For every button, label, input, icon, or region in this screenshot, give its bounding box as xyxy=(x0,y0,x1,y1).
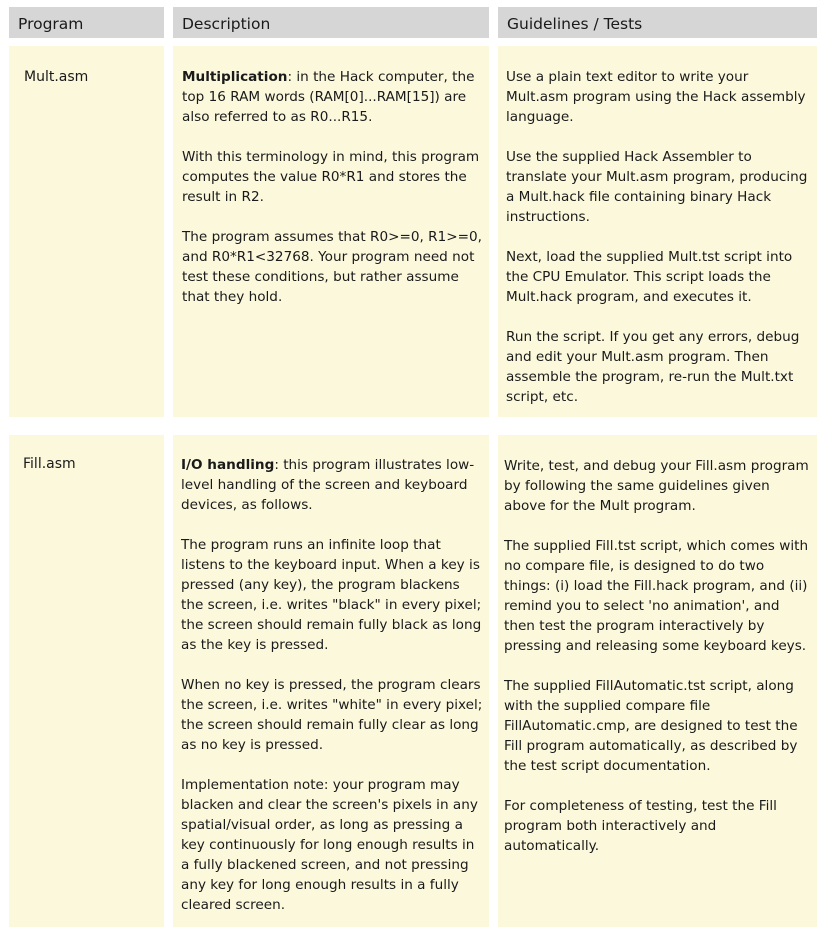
header-guidelines xyxy=(498,7,817,38)
fill-description-term: I/O handling xyxy=(181,457,275,473)
mult-guideline-paragraph-2: Use the supplied Hack Assembler to translate your Mult.asm program, producing a Mult.hack file containing binary Hack instructions. xyxy=(506,149,808,225)
header-description-label: Description xyxy=(182,15,271,33)
row-fill-description-cell xyxy=(173,435,489,927)
mult-description-term: Multiplication xyxy=(182,69,288,85)
fill-description-paragraph-1 xyxy=(181,455,485,515)
fill-guideline-paragraph-3: The supplied FillAutomatic.tst script, along with the supplied compare file FillAutomatic.cmp, are designed to test the Fill program automatically, as described by the test script documentation. xyxy=(504,678,798,774)
program-name-mult: Mult.asm xyxy=(24,69,89,85)
mult-guideline-paragraph-4: Run the script. If you get any errors, debug and edit your Mult.asm program. Then assemble the program, re-run the Mult.txt script, etc. xyxy=(506,329,800,405)
mult-description-paragraph-3: The program assumes that R0>=0, R1>=0, and R0*R1<32768. Your program need not test these conditions, but rather assume that they hold. xyxy=(182,229,483,305)
row-mult-program-cell xyxy=(9,46,164,417)
mult-description-paragraph-1 xyxy=(182,67,484,127)
header-program-label: Program xyxy=(18,15,84,33)
row-mult-guidelines-cell xyxy=(498,46,817,417)
mult-guideline-paragraph-1: Use a plain text editor to write your Mult.asm program using the Hack assembly language. xyxy=(506,69,806,125)
header-program xyxy=(9,7,164,38)
mult-description-text-1: : in the Hack computer, the top 16 RAM words (RAM[0]...RAM[15]) are also referred to as R0...R15. xyxy=(182,69,475,125)
fill-guideline-paragraph-4: For completeness of testing, test the Fill program both interactively and automatically. xyxy=(504,798,777,854)
fill-guideline-paragraph-2: The supplied Fill.tst script, which comes with no compare file, is designed to do two things: (i) load the Fill.hack program, and (ii) remind you to select 'no animation', and then test the program interactively by pressing and releasing some keyboard keys. xyxy=(504,538,809,654)
fill-description-paragraph-4: Implementation note: your program may blacken and clear the screen's pixels in any spatial/visual order, as long as pressing a key continuously for long enough results in a fully blackened screen, and not pressing any key for long enough results in a fully cleared screen. xyxy=(181,777,478,913)
header-guidelines-label: Guidelines / Tests xyxy=(507,15,643,33)
program-name-fill: Fill.asm xyxy=(23,456,76,472)
mult-description-paragraph-2: With this terminology in mind, this program computes the value R0*R1 and stores the result in R2. xyxy=(182,149,480,205)
fill-description-paragraph-2: The program runs an infinite loop that listens to the keyboard input. When a key is pressed (any key), the program blackens the screen, i.e. writes "black" in every pixel; the screen should remain fully black as long as the key is pressed. xyxy=(181,537,482,653)
fill-guideline-paragraph-1: Write, test, and debug your Fill.asm program by following the same guidelines given above for the Mult program. xyxy=(504,458,809,514)
row-fill-program-cell xyxy=(9,435,164,927)
header-description xyxy=(173,7,489,38)
row-fill-guidelines-cell xyxy=(498,435,817,927)
fill-description-text-1: : this program illustrates low-level handling of the screen and keyboard devices, as follows. xyxy=(181,457,475,513)
row-mult-description-cell xyxy=(173,46,489,417)
mult-guideline-paragraph-3: Next, load the supplied Mult.tst script into the CPU Emulator. This script loads the Mult.hack program, and executes it. xyxy=(506,249,793,305)
fill-description-paragraph-3: When no key is pressed, the program clears the screen, i.e. writes "white" in every pixel; the screen should remain fully clear as long as no key is pressed. xyxy=(181,677,483,753)
